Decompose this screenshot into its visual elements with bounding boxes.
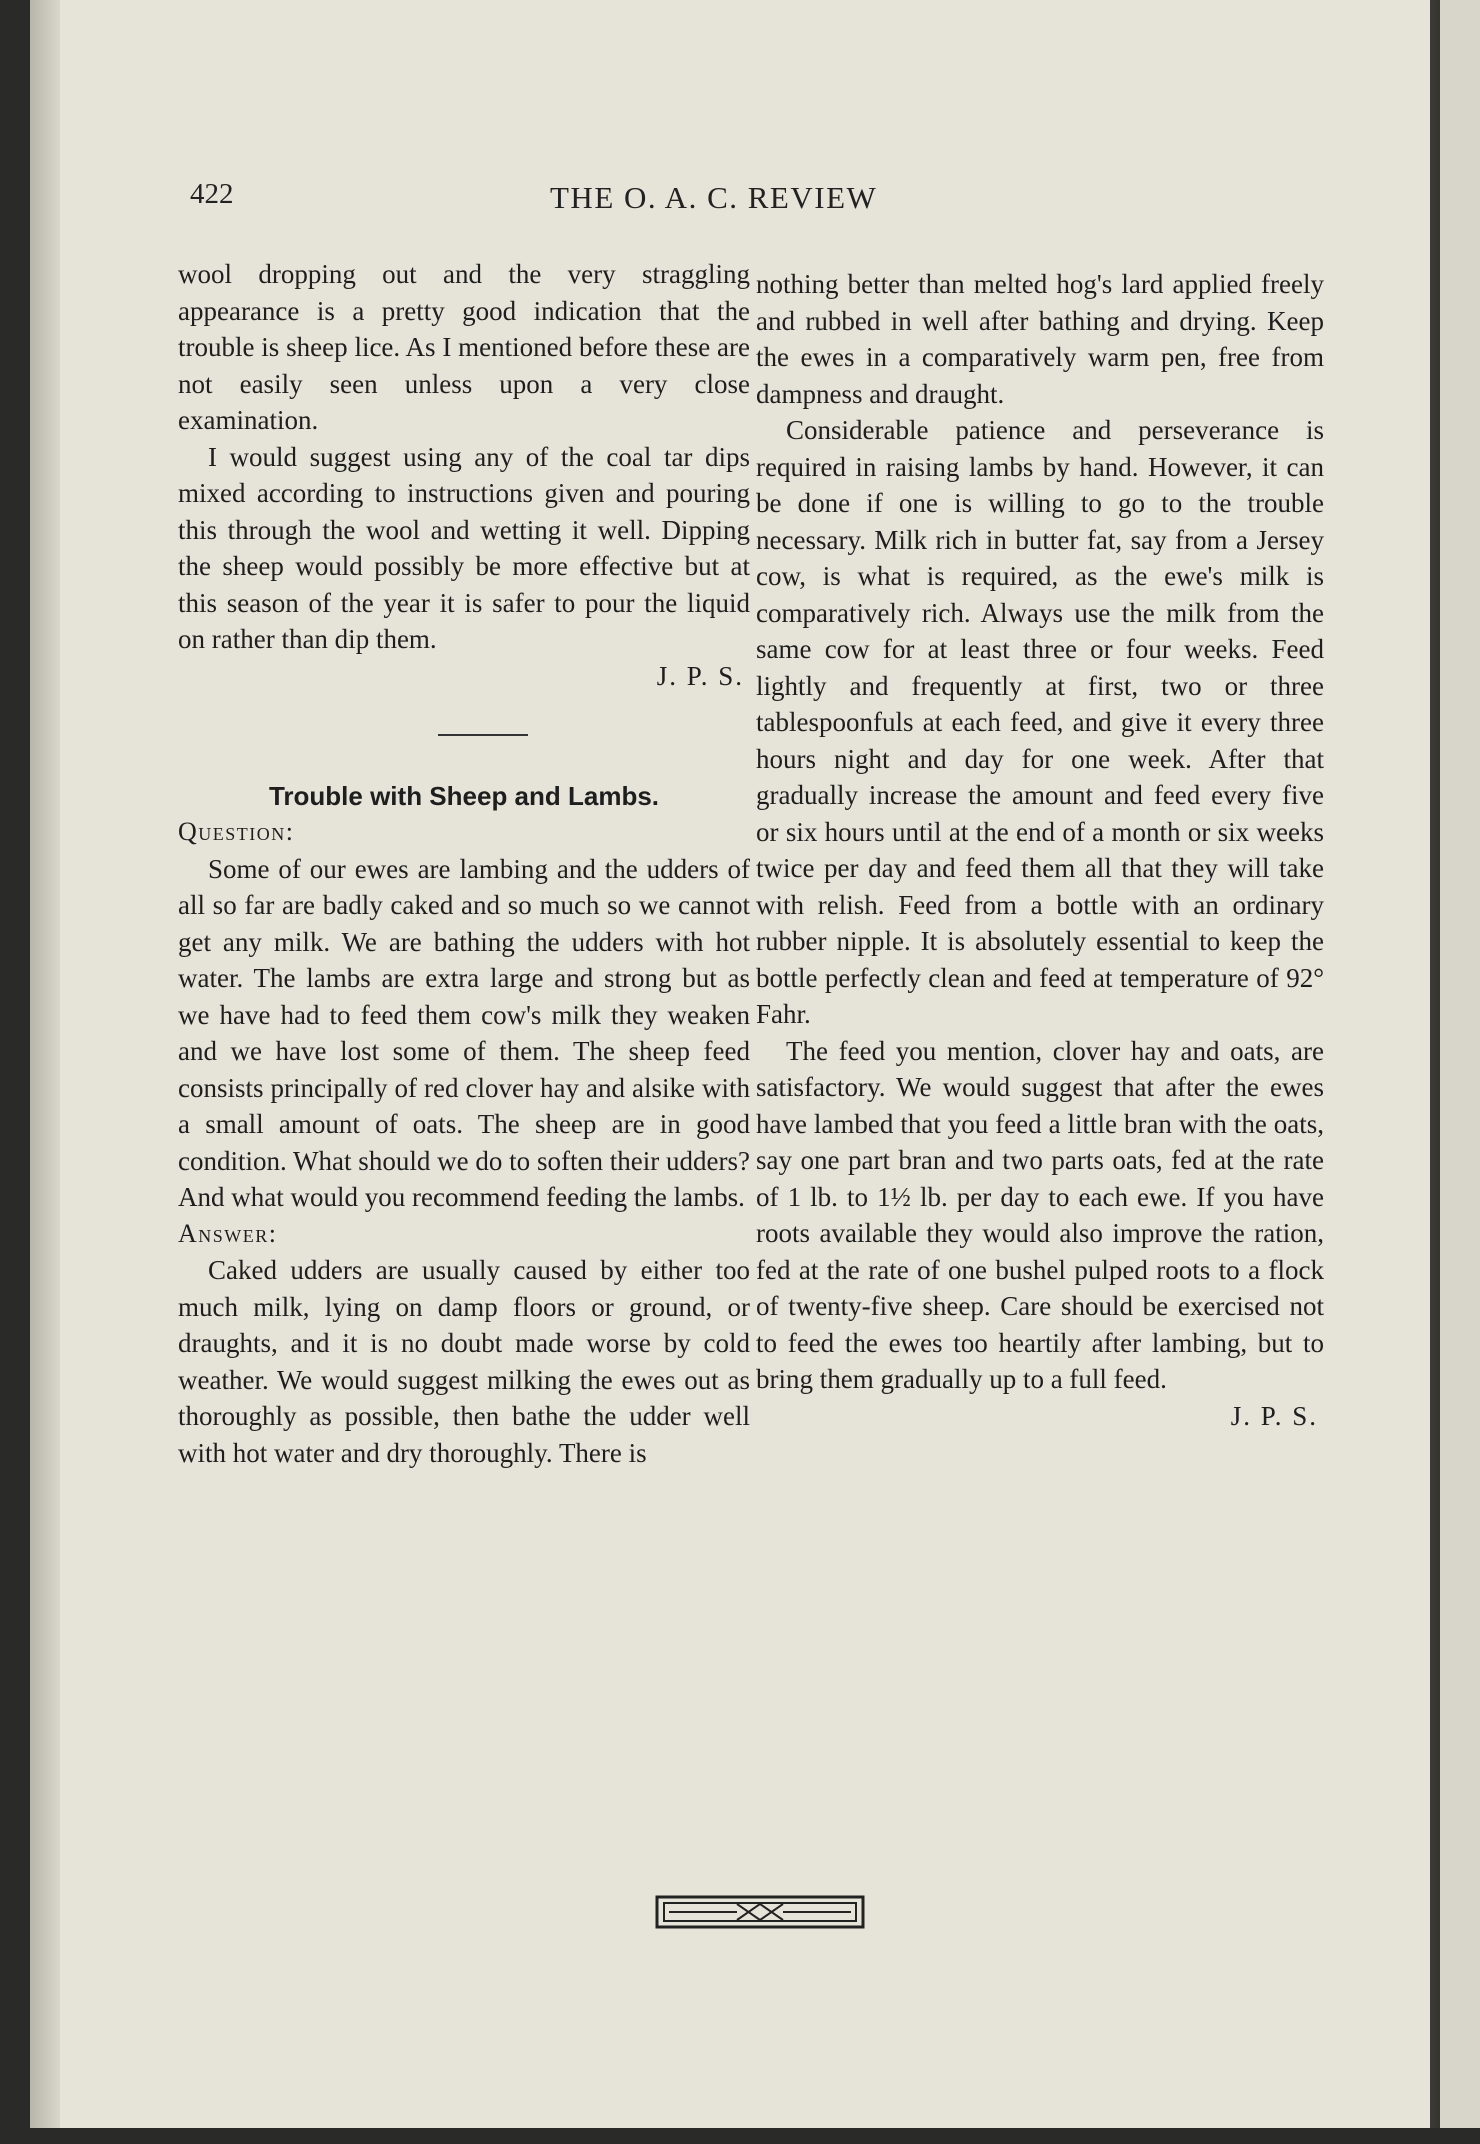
answer-text: Caked udders are usually caused by either too much milk, lying on damp floors or ground, or draughts, and it is no doubt made worse by cold weather. We would suggest milking the ewes out as thoroughly as possible, then bathe the udder well with hot water and dry thoroughly. There is [178,1255,750,1468]
answer-continued-paragraph: nothing better than melted hog's lard applied freely and rubbed in well after bathing and drying. Keep the ewes in a comparatively warm pen, free from dampness and draught. [756,269,1324,409]
section-divider [438,734,528,736]
continued-paragraph-2: I would suggest using any of the coal tar dips mixed according to instructions given and pouring this through the wool and wetting it well. Dipping the sheep would possibly be more effective but at this season of the year it is safer to pour the liquid on rather than dip them. [178,441,750,654]
question-text: Some of our ewes are lambing and the udders of all so far are badly caked and so much so we cannot get any milk. We are bathing the udders with hot water. The lambs are extra large and strong but as we have had to feed them cow's milk they weaken and we have lost some of them. The sheep feed consists principally of red clover hay and alsike with a small amount of oats. The sheep are in good condition. What should we do to soften their udders? And what would you recommend feeding the lambs. [178,853,750,1212]
next-page-edge [1440,0,1480,2144]
bottom-edge [0,2128,1480,2144]
feeding-paragraph: The feed you mention, clover hay and oats, are satisfactory. We would suggest that after the ewes have lambed that you feed a little bran with the oats, say one part bran and two parts oats, fed at the rate of 1 lb. to 1½ lb. per day to each ewe. If you have roots available they would also improve the ration, fed at the rate of one bushel pulped roots to a flock of twenty-five sheep. Care should be exercised not to feed the ewes too heartily after lambing, but to bring them gradually up to a full feed. [756,1035,1324,1394]
lamb-raising-paragraph: Considerable patience and perseverance is required in raising lambs by hand. However, it can be done if one is willing to go to the trouble necessary. Milk rich in butter fat, say from a Jersey cow, is what is required, as the ewe's milk is comparatively rich. Always use the milk from the same cow for at least three or four weeks. Feed lightly and frequently at first, two or three tablespoonfuls at each feed, and give it every three hours night and day for one week. After that gradually increase the amount and feed every five or six hours until at the end of a month or six weeks twice per day and feed them all that they will take with relish. Feed from a bottle with an ordinary rubber nipple. It is absolutely essential to keep the bottle perfectly clean and feed at temperature of 92° Fahr. [756,415,1324,1029]
answer-label: Answer: [178,1218,278,1248]
signature-right: J. P. S. [1230,1400,1318,1431]
continued-paragraph-1: wool dropping out and the very straggling appearance is a pretty good indication that the trouble is sheep lice. As I mentioned before these are not easily seen unless upon a very close examination. [178,259,750,435]
journal-title: THE O. A. C. REVIEW [550,180,878,215]
article-title: Trouble with Sheep and Lambs. [268,781,660,811]
page-header [30,178,1430,218]
ornament-icon [655,1894,865,1930]
signature-left: J. P. S. [656,660,744,691]
question-label: Question: [178,817,295,846]
right-column [756,266,1324,1434]
page-edge-left [30,0,60,2144]
page-number: 422 [190,178,234,210]
page [30,0,1430,2144]
left-column [178,256,750,1471]
